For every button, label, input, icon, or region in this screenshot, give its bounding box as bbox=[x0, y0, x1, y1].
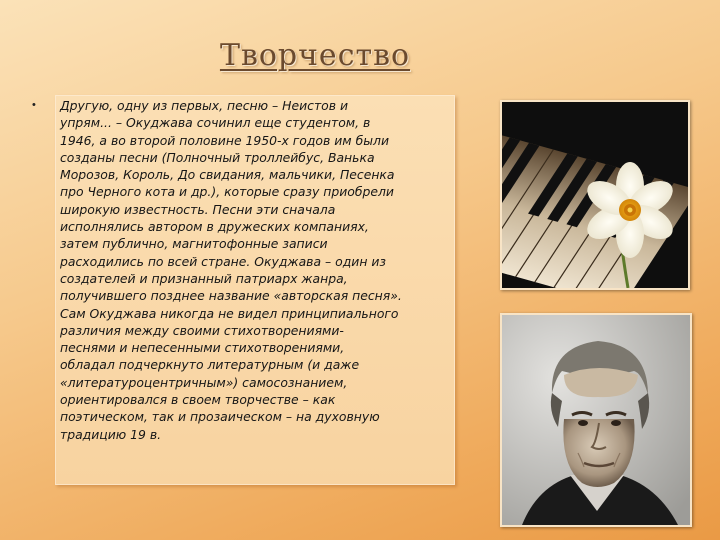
portrait-illustration bbox=[502, 315, 690, 525]
slide-title: Творчество bbox=[219, 38, 411, 73]
bullet-marker: • bbox=[32, 99, 36, 111]
body-paragraph: Другую, одну из первых, песню – Неистов и упрям... – Окуджава сочинил еще студентом, в 1946, а во второй половине 1950-х годов им были созданы песни (Полночный троллейбус, Ванька Морозов, Король, До свидания, мальчики, Песенка про Черного кота и др.), которые сразу приобрели широкую известность. Песни эти сначала исполнялись автором в дружеских компаниях, затем публично, магнитофонные записи расходились по всей стране. Окуджава – один из создателей и признанный патриарх жанра, получившего позднее название «авторская песня». Сам Окуджава никогда не видел принципиального различия между своими стихотворениями- песнями и непесенными стихотворениями, обладал подчеркнуто литературным (и даже «литературоцентричным») самосознанием, ориентировался в своем творчестве – как поэтическом, так и прозаическом – на духовную традицию 19 в. bbox=[60, 98, 402, 442]
piano-flower-photo bbox=[500, 100, 690, 290]
piano-flower-illustration bbox=[502, 102, 688, 288]
portrait-photo bbox=[500, 313, 692, 527]
